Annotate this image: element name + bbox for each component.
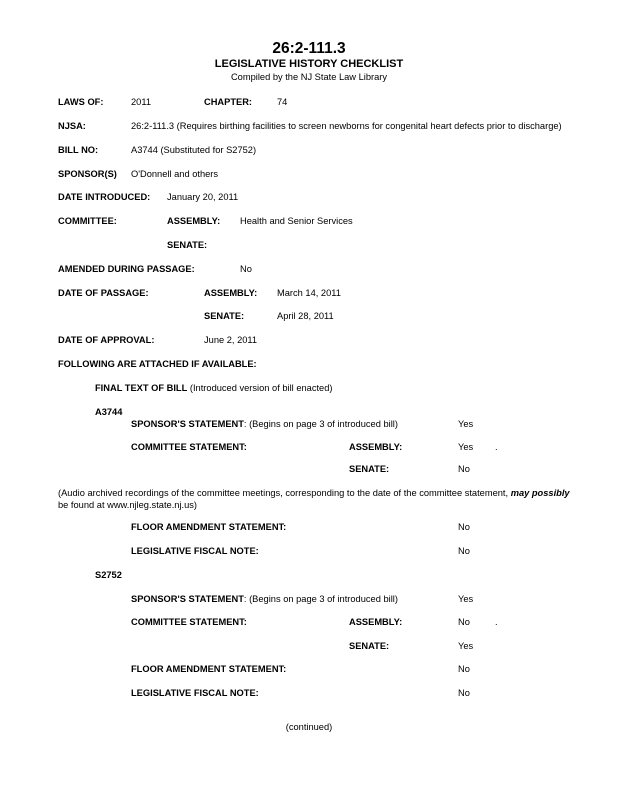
amended-value: No	[240, 264, 252, 274]
s2752-senate-value: Yes	[458, 641, 474, 651]
bill-no-label: BILL NO:	[58, 145, 99, 155]
bill-no-value: A3744 (Substituted for S2752)	[131, 145, 257, 155]
date-introduced-label: DATE INTRODUCED:	[58, 192, 151, 202]
njsa-label: NJSA:	[58, 121, 86, 131]
a3744-sponsor-statement	[131, 419, 398, 430]
passage-label: DATE OF PASSAGE:	[58, 288, 149, 298]
approval-label: DATE OF APPROVAL:	[58, 335, 155, 345]
committee-label: COMMITTEE:	[58, 216, 117, 226]
s2752-sponsor-value: Yes	[458, 594, 474, 604]
audio-note-line-2: be found at www.njleg.state.nj.us)	[58, 500, 198, 510]
a3744-sponsor-label: SPONSOR'S STATEMENT	[131, 419, 244, 429]
s2752-fiscal-value: No	[458, 688, 470, 698]
sponsors-value: O'Donnell and others	[131, 169, 219, 179]
passage-assembly-value: March 14, 2011	[277, 288, 341, 298]
a3744-heading: A3744	[95, 407, 123, 417]
s2752-assembly-dot: .	[495, 617, 498, 627]
audio-note-text: (Audio archived recordings of the committee meetings, corresponding to the date of the committee statement,	[58, 488, 511, 498]
a3744-floor-value: No	[458, 522, 470, 532]
s2752-floor-value: No	[458, 664, 470, 674]
approval-value: June 2, 2011	[204, 335, 258, 345]
a3744-assembly-dot: .	[495, 442, 498, 452]
a3744-assembly-label: ASSEMBLY:	[349, 442, 403, 452]
date-introduced-value: January 20, 2011	[167, 192, 239, 202]
attached-heading: FOLLOWING ARE ATTACHED IF AVAILABLE:	[58, 359, 257, 369]
a3744-committee-label: COMMITTEE STATEMENT:	[131, 442, 247, 452]
a3744-senate-label: SENATE:	[349, 464, 390, 474]
audio-note-line-1	[58, 488, 570, 499]
s2752-floor-label: FLOOR AMENDMENT STATEMENT:	[131, 664, 287, 674]
sponsors-label: SPONSOR(S)	[58, 169, 117, 179]
s2752-sponsor-note: : (Begins on page 3 of introduced bill)	[243, 594, 398, 604]
chapter-label: CHAPTER:	[204, 97, 253, 107]
amended-label: AMENDED DURING PASSAGE:	[58, 264, 195, 274]
chapter-value: 74	[277, 97, 288, 107]
final-text-label: FINAL TEXT OF BILL	[95, 383, 188, 393]
audio-note-emphasis: may possibly	[510, 488, 570, 498]
passage-senate-value: April 28, 2011	[277, 311, 334, 321]
laws-of-label: LAWS OF:	[58, 97, 104, 107]
a3744-assembly-value: Yes	[458, 442, 474, 452]
a3744-sponsor-value: Yes	[458, 419, 474, 429]
s2752-assembly-value: No	[458, 617, 470, 627]
passage-senate-label: SENATE:	[204, 311, 245, 321]
a3744-fiscal-value: No	[458, 546, 470, 556]
a3744-floor-label: FLOOR AMENDMENT STATEMENT:	[131, 522, 287, 532]
laws-of-value: 2011	[131, 97, 151, 107]
final-text-note: (Introduced version of bill enacted)	[187, 383, 333, 393]
committee-senate-label: SENATE:	[167, 240, 208, 250]
s2752-committee-label: COMMITTEE STATEMENT:	[131, 617, 247, 627]
continued-note: (continued)	[285, 722, 333, 732]
s2752-sponsor-label: SPONSOR'S STATEMENT	[131, 594, 244, 604]
njsa-value: 26:2-111.3 (Requires birthing facilities to screen newborns for congenital heart defects prior to discharge)	[131, 121, 562, 131]
s2752-heading: S2752	[95, 570, 122, 580]
s2752-fiscal-label: LEGISLATIVE FISCAL NOTE:	[131, 688, 259, 698]
final-text-line	[95, 383, 333, 394]
a3744-senate-value: No	[458, 464, 470, 474]
s2752-sponsor-statement	[131, 594, 398, 605]
passage-assembly-label: ASSEMBLY:	[204, 288, 258, 298]
a3744-sponsor-note: : (Begins on page 3 of introduced bill)	[243, 419, 398, 429]
compiled-by: Compiled by the NJ State Law Library	[230, 72, 388, 82]
committee-assembly-label: ASSEMBLY:	[167, 216, 221, 226]
s2752-assembly-label: ASSEMBLY:	[349, 617, 403, 627]
committee-assembly-value: Health and Senior Services	[240, 216, 353, 226]
a3744-fiscal-label: LEGISLATIVE FISCAL NOTE:	[131, 546, 259, 556]
s2752-senate-label: SENATE:	[349, 641, 390, 651]
page-subtitle: LEGISLATIVE HISTORY CHECKLIST	[214, 58, 404, 70]
page-title: 26:2-111.3	[272, 40, 346, 57]
